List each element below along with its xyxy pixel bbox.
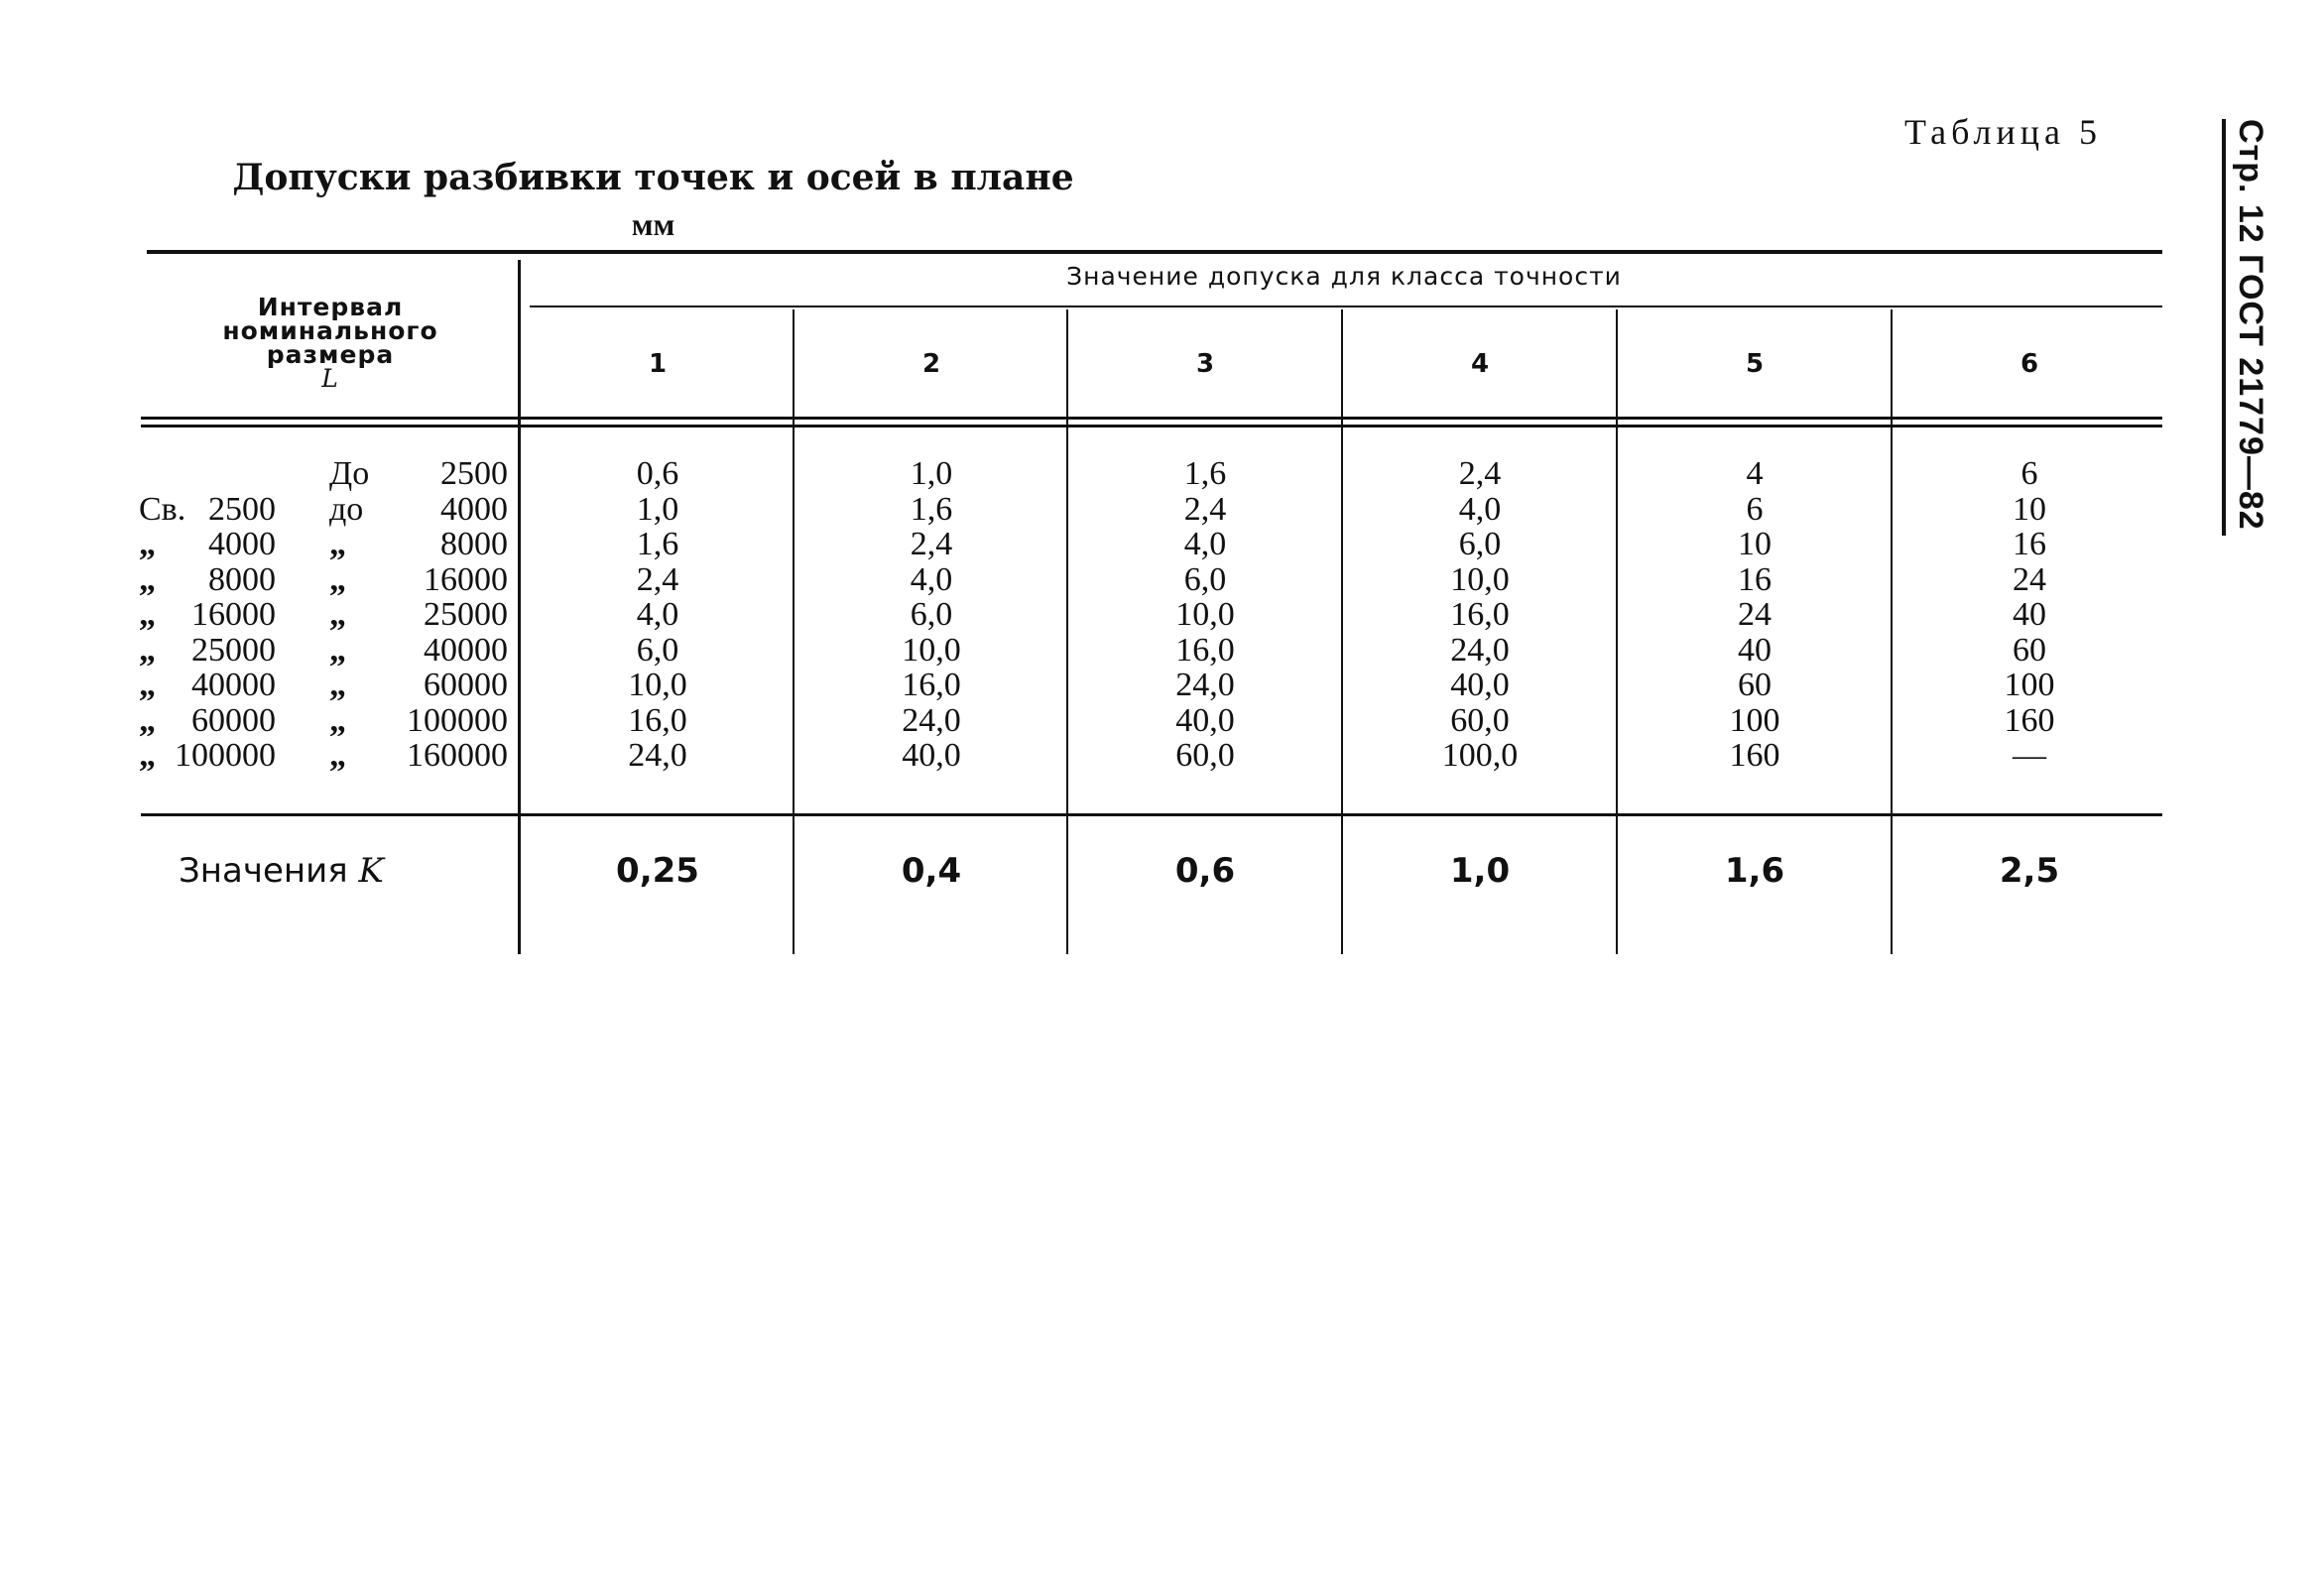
interval-prefix: Св.	[139, 491, 186, 528]
interval-cell	[139, 492, 508, 528]
tolerance-cell: 6,0	[636, 632, 679, 669]
table-top-rule	[147, 250, 2162, 254]
tolerance-cell: 16	[1738, 561, 1772, 598]
interval-from: 25000	[191, 632, 276, 669]
tolerance-cell: 6	[1746, 491, 1764, 528]
tolerance-cell: 16,0	[1175, 632, 1235, 669]
interval-header	[147, 293, 514, 393]
interval-prefix: „	[139, 632, 156, 669]
table-number-label: Таблица 5	[1904, 112, 2102, 152]
tolerance-cell: 10,0	[1450, 561, 1510, 598]
interval-word: „	[329, 667, 346, 703]
body-bottom-rule	[141, 813, 2162, 816]
table-title: Допуски разбивки точек и осей в плане	[232, 157, 1074, 198]
class-header-4: 4	[1470, 349, 1490, 379]
tolerance-cell: 100,0	[1441, 737, 1519, 774]
class-header-1: 1	[648, 349, 668, 379]
tolerance-cell: 40	[1738, 632, 1772, 669]
tolerance-cell: 24,0	[628, 737, 687, 774]
tolerance-cell: 16,0	[902, 667, 961, 703]
class-header-5: 5	[1745, 349, 1765, 379]
interval-cell	[139, 668, 508, 703]
interval-prefix: „	[139, 526, 156, 562]
tolerance-cell: 24	[1738, 596, 1772, 633]
tolerance-cell: 24,0	[1175, 667, 1235, 703]
tolerance-cell: 6,0	[1183, 561, 1227, 598]
tolerance-cell: 2,4	[1183, 491, 1227, 528]
tolerance-cell: 4,0	[910, 561, 953, 598]
k-value-class-6: 2,5	[1999, 851, 2060, 891]
interval-word: „	[329, 526, 346, 562]
tolerance-cell: 60,0	[1450, 702, 1510, 739]
tolerance-cell: 10	[2013, 491, 2046, 528]
interval-prefix: „	[139, 561, 156, 598]
tolerance-cell: 40,0	[1450, 667, 1510, 703]
interval-to: 160000	[407, 737, 508, 774]
k-values-label	[179, 851, 384, 891]
tolerance-cell: 40,0	[1175, 702, 1235, 739]
class-header-6: 6	[2019, 349, 2039, 379]
interval-header-symbol: L	[321, 364, 339, 393]
tolerance-cell: 60,0	[1175, 737, 1235, 774]
interval-from: 60000	[191, 702, 276, 739]
interval-word: „	[329, 561, 346, 598]
tolerance-cell: 2,4	[910, 526, 953, 562]
tolerance-cell: 1,6	[910, 491, 953, 528]
tolerance-cell: 10,0	[628, 667, 687, 703]
tolerance-cell: 10,0	[1175, 596, 1235, 633]
interval-cell	[139, 633, 508, 669]
tolerance-cell: 24,0	[902, 702, 961, 739]
interval-to: 16000	[424, 561, 508, 598]
interval-cell	[139, 738, 508, 774]
k-label-text: Значения	[179, 851, 348, 891]
interval-from: 4000	[208, 526, 276, 562]
tolerance-cell: 4,0	[1183, 526, 1227, 562]
interval-from: 40000	[191, 667, 276, 703]
tolerance-cell: 2,4	[1458, 455, 1502, 492]
k-value-class-3: 0,6	[1174, 851, 1236, 891]
interval-cell	[139, 562, 508, 598]
interval-to: 25000	[424, 596, 508, 633]
tolerance-cell: 6,0	[910, 596, 953, 633]
tolerance-cell: 0,6	[636, 455, 679, 492]
tolerance-cell: 100	[1729, 702, 1780, 739]
interval-cell	[139, 527, 508, 562]
tolerance-cell: 4	[1746, 455, 1764, 492]
tolerance-cell: 2,4	[636, 561, 679, 598]
tolerance-cell: 160	[1729, 737, 1780, 774]
interval-word: до	[329, 491, 364, 528]
tolerance-cell: 40,0	[902, 737, 961, 774]
tolerance-cell: 6,0	[1458, 526, 1502, 562]
tolerance-cell: —	[2013, 737, 2046, 774]
interval-prefix: „	[139, 737, 156, 774]
interval-prefix: „	[139, 596, 156, 633]
interval-to: 60000	[424, 667, 508, 703]
tolerance-cell: 1,6	[1183, 455, 1227, 492]
interval-word: „	[329, 632, 346, 669]
side-reference-rule	[2222, 119, 2226, 536]
interval-from: 2500	[208, 491, 276, 528]
k-value-class-2: 0,4	[901, 851, 962, 891]
k-value-class-1: 0,25	[616, 851, 699, 891]
interval-cell	[139, 597, 508, 633]
tolerance-cell: 16	[2013, 526, 2046, 562]
interval-to: 40000	[424, 632, 508, 669]
tolerance-cell: 60	[2013, 632, 2046, 669]
tolerance-cell: 1,0	[910, 455, 953, 492]
interval-prefix: „	[139, 667, 156, 703]
header-bottom-rule	[141, 417, 2162, 420]
tolerance-cell: 60	[1738, 667, 1772, 703]
tolerance-cell: 6	[2020, 455, 2038, 492]
header-bottom-rule-2	[141, 425, 2162, 427]
interval-header-line1: Интервал номинального	[222, 293, 438, 345]
tolerance-cell: 40	[2013, 596, 2046, 633]
side-page-reference	[2222, 119, 2269, 536]
tolerance-cell: 160	[2004, 702, 2055, 739]
interval-word: До	[329, 455, 370, 492]
tolerance-cell: 4,0	[636, 596, 679, 633]
tolerance-cell: 24	[2013, 561, 2046, 598]
tolerance-cell: 100	[2004, 667, 2055, 703]
class-header-2: 2	[921, 349, 941, 379]
interval-from: 16000	[191, 596, 276, 633]
interval-to: 100000	[407, 702, 508, 739]
interval-word: „	[329, 737, 346, 774]
tolerance-cell: 10,0	[902, 632, 961, 669]
interval-to: 8000	[440, 526, 508, 562]
k-symbol: K	[358, 851, 384, 891]
interval-prefix: „	[139, 702, 156, 739]
tolerance-cell: 10	[1738, 526, 1772, 562]
tolerance-cell: 24,0	[1450, 632, 1510, 669]
k-value-class-5: 1,6	[1724, 851, 1785, 891]
tolerance-cell: 4,0	[1458, 491, 1502, 528]
table-unit: мм	[631, 206, 675, 242]
side-reference-text: Стр. 12 ГОСТ 21779—82	[2232, 119, 2269, 531]
tolerance-cell: 16,0	[628, 702, 687, 739]
interval-word: „	[329, 596, 346, 633]
k-value-class-4: 1,0	[1449, 851, 1511, 891]
interval-word: „	[329, 702, 346, 739]
interval-from: 8000	[208, 561, 276, 598]
interval-cell	[139, 456, 508, 492]
interval-to: 2500	[440, 455, 508, 492]
interval-from: 100000	[175, 737, 276, 774]
interval-to: 4000	[440, 491, 508, 528]
tolerance-cell: 1,6	[636, 526, 679, 562]
group-header-rule	[530, 305, 2162, 307]
tolerance-cell: 16,0	[1450, 596, 1510, 633]
tolerance-group-header: Значение допуска для класса точности	[1066, 262, 1622, 291]
class-header-3: 3	[1195, 349, 1215, 379]
tolerance-cell: 1,0	[636, 491, 679, 528]
interval-cell	[139, 703, 508, 739]
interval-header-line2: размера	[266, 340, 395, 369]
